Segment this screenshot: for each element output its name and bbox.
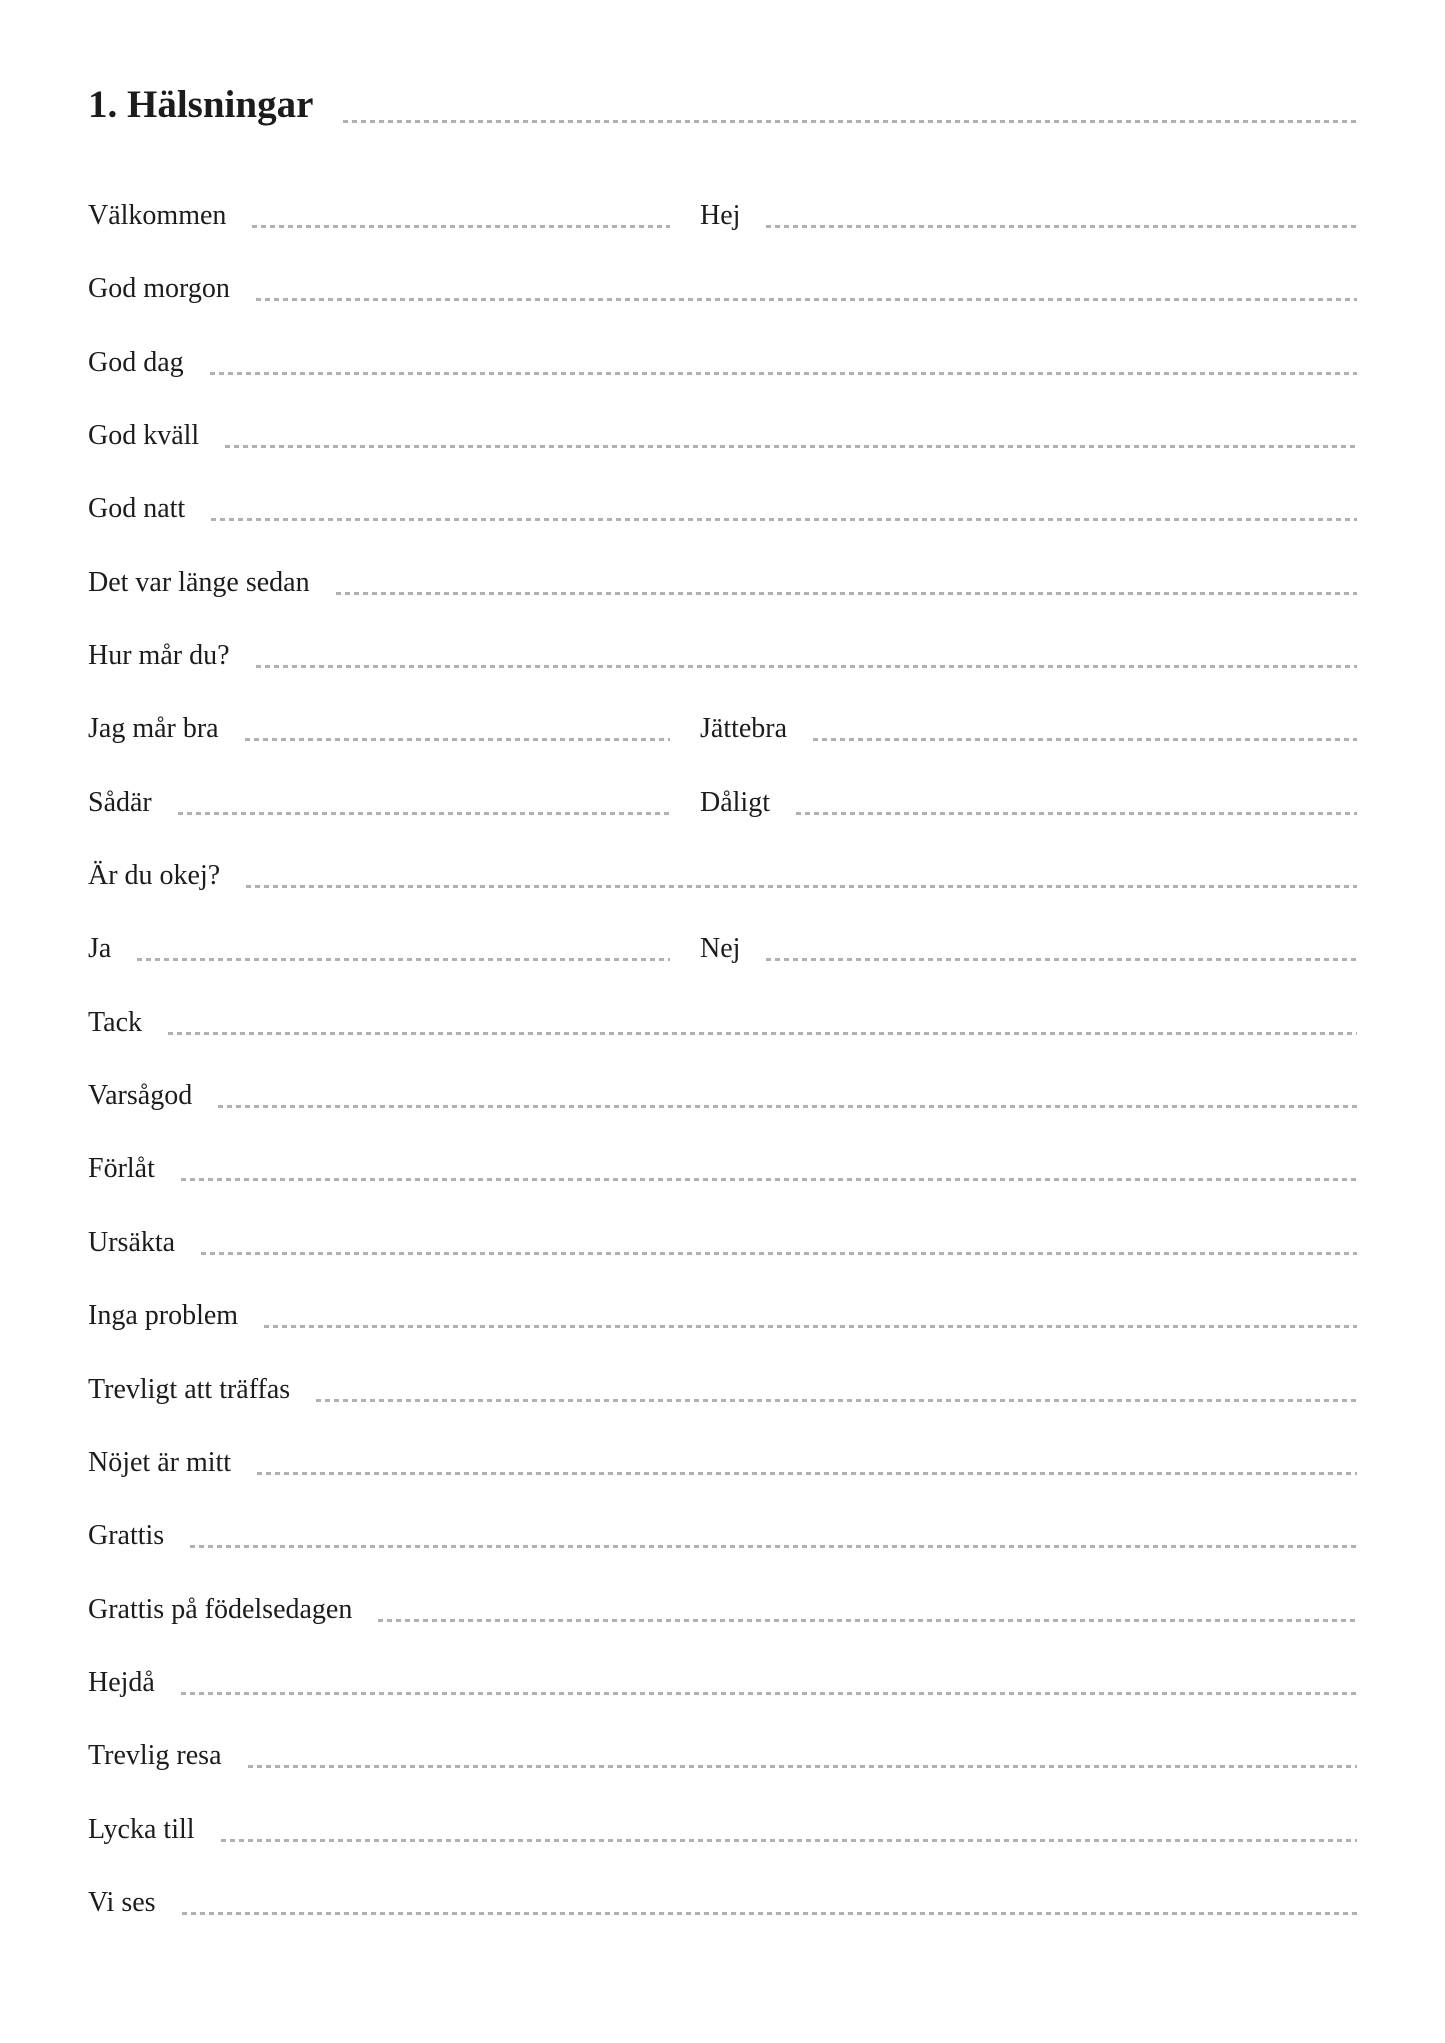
vocab-cell-left [88,1008,1357,1081]
vocab-term: Sådär [88,786,152,818]
vocab-cell-left [88,641,1357,714]
vocab-term: Hej [700,200,741,231]
vocab-row [88,1448,1357,1521]
vocab-term: God dag [88,346,184,378]
answer-dotted-line [336,592,1357,595]
vocab-cell-left [88,934,670,1007]
vocab-cell-left [88,1521,1357,1594]
vocab-cell-left [88,1815,1357,1888]
vocab-cell-left [88,348,1357,421]
answer-dotted-line [245,738,670,741]
answer-dotted-line [316,1399,1357,1402]
vocab-cell-left [88,861,1357,934]
vocab-row [88,714,1357,787]
vocab-cell-left [88,1154,1357,1227]
vocab-row [88,1595,1357,1668]
answer-dotted-line [190,1545,1357,1548]
vocab-cell-left [88,1595,1357,1668]
vocab-cell-left [88,274,1357,347]
vocabulary-list [88,201,1357,1961]
vocab-row [88,348,1357,421]
title-dotted-line [343,120,1357,123]
answer-dotted-line [252,225,670,228]
vocab-term: Varsågod [88,1080,193,1112]
vocab-cell-left [88,788,670,861]
answer-dotted-line [210,372,1357,375]
vocab-cell-right [700,714,1357,787]
vocab-cell-left [88,1375,1357,1448]
vocab-cell-left [88,1448,1357,1521]
answer-dotted-line [218,1105,1357,1108]
answer-dotted-line [181,1178,1357,1181]
answer-dotted-line [248,1765,1357,1768]
answer-dotted-line [211,518,1357,521]
vocab-cell-left [88,201,670,274]
vocab-cell-left [88,1301,1357,1374]
vocab-row [88,934,1357,1007]
vocab-term: Dåligt [700,786,770,818]
vocab-row [88,641,1357,714]
vocab-term: God morgon [88,273,230,305]
vocab-row [88,1154,1357,1227]
vocab-row [88,1668,1357,1741]
vocab-term: Jag mår bra [88,713,219,745]
section-heading-row [88,84,1357,126]
answer-dotted-line [257,1472,1357,1475]
answer-dotted-line [246,885,1357,888]
answer-dotted-line [225,445,1357,448]
vocab-term: Inga problem [88,1300,239,1332]
vocab-cell-left [88,714,670,787]
answer-dotted-line [178,812,670,815]
vocab-row [88,1008,1357,1081]
vocab-term: Jättebra [700,713,788,745]
vocab-term: Förlåt [88,1153,155,1185]
vocab-cell-left [88,1741,1357,1814]
vocab-cell-right [700,788,1357,861]
vocab-term: Välkommen [88,200,227,231]
vocab-row [88,1375,1357,1448]
answer-dotted-line [766,958,1357,961]
vocab-row [88,1815,1357,1888]
vocab-row [88,1301,1357,1374]
vocab-cell-left [88,494,1357,567]
vocab-term: Lycka till [88,1813,195,1845]
vocab-term: Ursäkta [88,1226,176,1258]
vocab-term: Hur mår du? [88,640,230,672]
vocab-term: Grattis [88,1520,165,1552]
vocab-cell-left [88,421,1357,494]
answer-dotted-line [264,1325,1357,1328]
vocab-row [88,568,1357,641]
vocab-row [88,1081,1357,1154]
vocab-row [88,1521,1357,1594]
vocab-row [88,1741,1357,1814]
answer-dotted-line [182,1912,1357,1915]
vocab-cell-left [88,568,1357,641]
vocab-row [88,861,1357,934]
answer-dotted-line [813,738,1357,741]
vocab-row [88,494,1357,567]
vocab-row [88,274,1357,347]
vocab-term: Nej [700,933,741,965]
answer-dotted-line [221,1839,1357,1842]
vocab-term: Det var länge sedan [88,566,310,598]
vocab-term: Hejdå [88,1666,155,1698]
vocab-row [88,1888,1357,1961]
vocab-row [88,201,1357,274]
vocab-term: Nöjet är mitt [88,1446,232,1478]
vocab-term: Vi ses [88,1886,156,1918]
vocab-cell-right [700,201,1357,274]
answer-dotted-line [796,812,1357,815]
vocab-cell-left [88,1228,1357,1301]
section-title: 1. Hälsningar [88,83,314,126]
vocab-term: Trevligt att träffas [88,1373,291,1405]
vocab-cell-left [88,1081,1357,1154]
answer-dotted-line [256,298,1357,301]
vocab-cell-left [88,1668,1357,1741]
answer-dotted-line [766,225,1357,228]
vocab-row [88,788,1357,861]
answer-dotted-line [168,1032,1357,1035]
vocab-row [88,421,1357,494]
answer-dotted-line [378,1619,1357,1622]
answer-dotted-line [201,1252,1357,1255]
vocab-term: Ja [88,933,112,965]
vocab-term: Är du okej? [88,860,221,892]
vocab-term: Tack [88,1006,143,1038]
vocab-row [88,1228,1357,1301]
answer-dotted-line [181,1692,1357,1695]
answer-dotted-line [256,665,1357,668]
vocab-term: God kväll [88,420,200,452]
vocab-term: God natt [88,493,186,525]
vocab-cell-right [700,934,1357,1007]
vocab-term: Trevlig resa [88,1740,222,1772]
vocab-cell-left [88,1888,1357,1961]
answer-dotted-line [137,958,670,961]
vocab-term: Grattis på födelsedagen [88,1593,353,1625]
